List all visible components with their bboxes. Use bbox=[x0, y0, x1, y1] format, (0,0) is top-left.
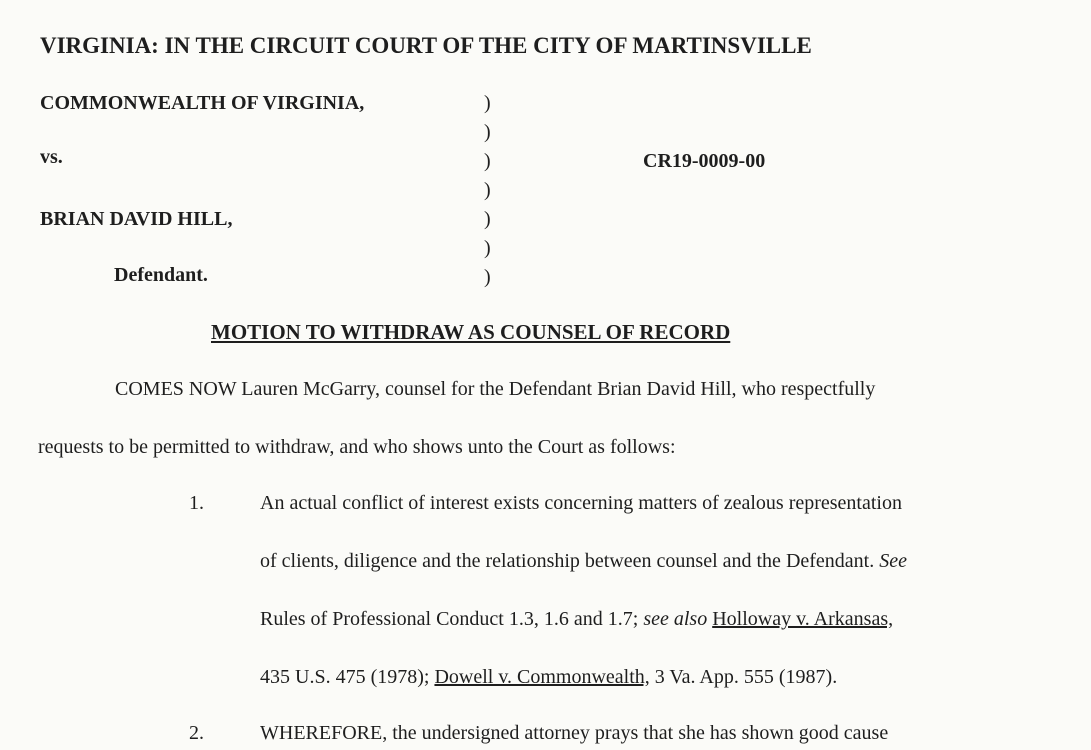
item-text: Rules of Professional Conduct 1.3, 1.6 and 1.7; bbox=[260, 608, 639, 630]
defendant-name: BRIAN DAVID HILL, bbox=[40, 208, 233, 230]
case-citation-holloway: Holloway v. Arkansas, bbox=[712, 608, 894, 630]
item-line bbox=[260, 550, 907, 573]
caption-paren: ) bbox=[484, 179, 491, 201]
caption-paren: ) bbox=[484, 121, 491, 143]
citation-signal-see: See bbox=[879, 550, 907, 572]
case-citation-dowell: Dowell v. Commonwealth, bbox=[434, 666, 650, 688]
caption-paren: ) bbox=[484, 92, 491, 114]
item-number: 1. bbox=[189, 492, 204, 514]
intro-line-1: COMES NOW Lauren McGarry, counsel for the Defendant Brian David Hill, who respectfully bbox=[115, 378, 876, 400]
item-line: An actual conflict of interest exists concerning matters of zealous representation bbox=[260, 492, 902, 514]
item-text: of clients, diligence and the relationship between counsel and the Defendant. bbox=[260, 550, 875, 572]
item-number: 2. bbox=[189, 722, 204, 744]
item-line: WHEREFORE, the undersigned attorney prays that she has shown good cause bbox=[260, 722, 889, 744]
plaintiff-name: COMMONWEALTH OF VIRGINIA, bbox=[40, 92, 365, 114]
motion-title: MOTION TO WITHDRAW AS COUNSEL OF RECORD bbox=[211, 320, 731, 344]
caption-paren: ) bbox=[484, 150, 491, 172]
item-line bbox=[260, 608, 893, 631]
defendant-role: Defendant. bbox=[114, 264, 208, 286]
item-line bbox=[260, 666, 837, 689]
court-heading: VIRGINIA: IN THE CIRCUIT COURT OF THE CITY OF MARTINSVILLE bbox=[40, 33, 812, 58]
caption-paren: ) bbox=[484, 208, 491, 230]
item-text: 435 U.S. 475 (1978); bbox=[260, 666, 430, 688]
versus-label: vs. bbox=[40, 146, 63, 168]
intro-line-2: requests to be permitted to withdraw, and who shows unto the Court as follows: bbox=[38, 436, 676, 458]
caption-paren: ) bbox=[484, 237, 491, 259]
case-number: CR19-0009-00 bbox=[643, 150, 766, 172]
item-text: 3 Va. App. 555 (1987). bbox=[654, 666, 838, 688]
citation-signal-see-also: see also bbox=[643, 608, 708, 630]
caption-paren: ) bbox=[484, 266, 491, 288]
